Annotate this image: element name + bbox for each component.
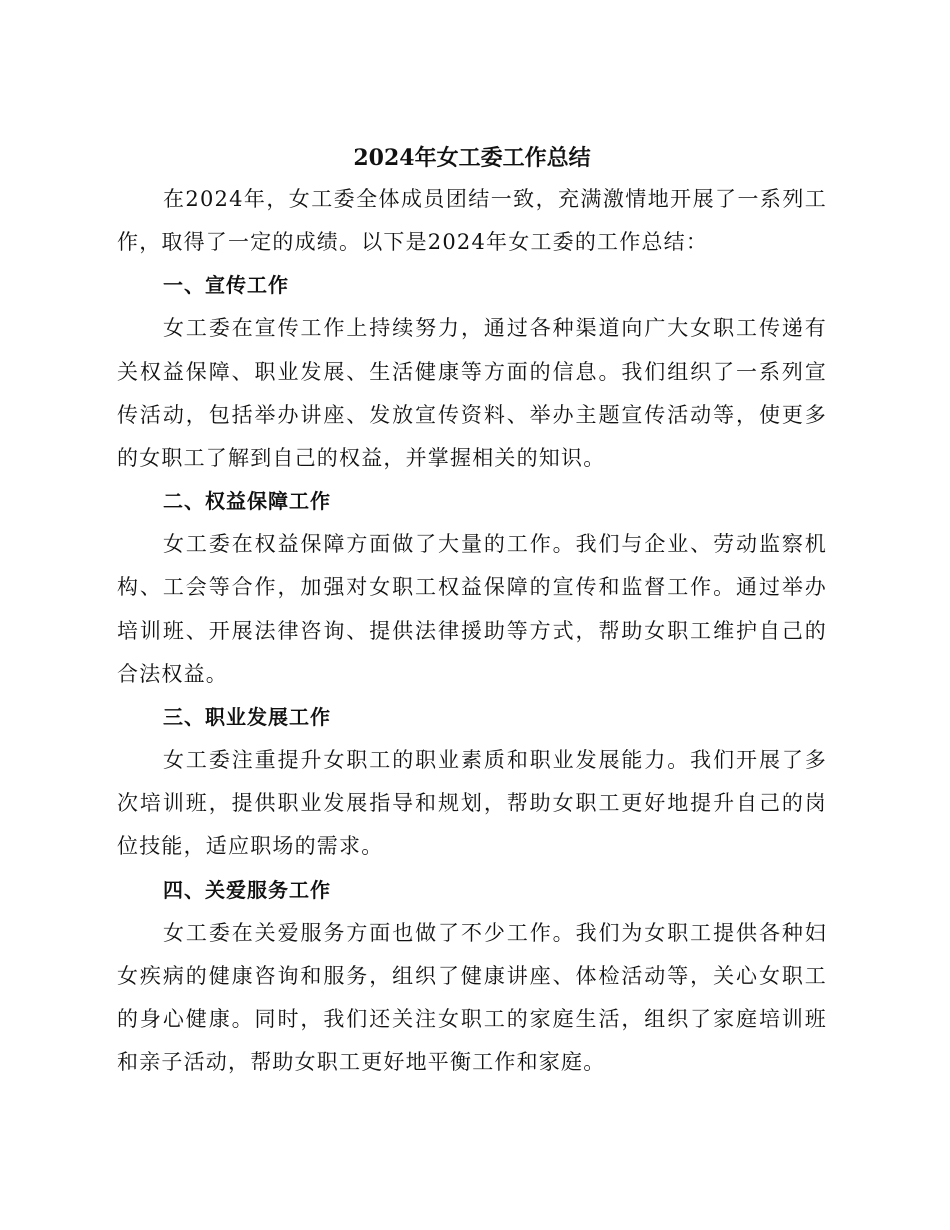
section-heading-care: 四、关爱服务工作 (163, 877, 331, 902)
section-heading-career: 三、职业发展工作 (163, 705, 331, 730)
section-heading-publicity: 一、宣传工作 (163, 273, 289, 298)
intro-paragraph: 在2024年，女工委全体成员团结一致，充满激情地开展了一系列工作，取得了一定的成绩。以下是2024年女工委的工作总结： (117, 187, 827, 255)
section-heading-rights: 二、权益保障工作 (163, 489, 331, 514)
section-body-career: 女工委注重提升女职工的职业素质和职业发展能力。我们开展了多次培训班，提供职业发展指导和规划，帮助女职工更好地提升自己的岗位技能，适应职场的需求。 (117, 748, 827, 859)
document-body (117, 139, 827, 1084)
section-body-care: 女工委在关爱服务方面也做了不少工作。我们为女职工提供各种妇女疾病的健康咨询和服务，组织了健康讲座、体检活动等，关心女职工的身心健康。同时，我们还关注女职工的家庭生活，组织了家庭培训班和亲子活动，帮助女职工更好地平衡工作和家庭。 (117, 920, 827, 1075)
document-title: 2024年女工委工作总结 (353, 145, 591, 171)
section-body-rights: 女工委在权益保障方面做了大量的工作。我们与企业、劳动监察机构、工会等合作，加强对女职工权益保障的宣传和监督工作。通过举办培训班、开展法律咨询、提供法律援助等方式，帮助女职工维护自己的合法权益。 (117, 532, 827, 686)
section-body-publicity: 女工委在宣传工作上持续努力，通过各种渠道向广大女职工传递有关权益保障、职业发展、生活健康等方面的信息。我们组织了一系列宣传活动，包括举办讲座、发放宣传资料、举办主题宣传活动等，使更多的女职工了解到自己的权益，并掌握相关的知识。 (117, 316, 827, 471)
